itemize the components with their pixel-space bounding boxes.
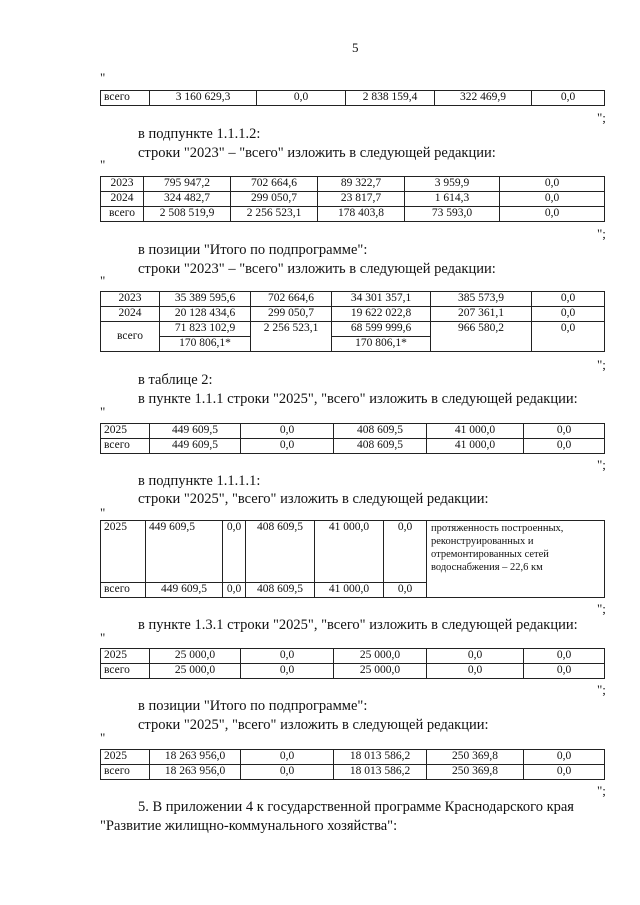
table-c [100, 291, 605, 352]
cell: 41 000,0 [315, 583, 384, 598]
paragraph: в подпункте 1.1.1.1: [138, 473, 261, 489]
cell: 25 000,0 [334, 664, 427, 679]
cell: 449 609,5 [150, 439, 241, 454]
cell: 18 263 956,0 [150, 750, 241, 765]
quote-close: "; [597, 357, 606, 372]
cell: 18 263 956,0 [150, 765, 241, 780]
quote-close: "; [597, 457, 606, 472]
cell: 170 806,1* [332, 337, 431, 352]
cell: 966 580,2 [431, 322, 532, 352]
cell: 18 013 586,2 [334, 750, 427, 765]
cell: 0,0 [241, 439, 334, 454]
cell: всего [101, 664, 150, 679]
quote-close: "; [597, 226, 606, 241]
paragraph: в подпункте 1.1.1.2: [138, 126, 261, 142]
cell: 0,0 [223, 521, 246, 583]
table-row [101, 765, 605, 780]
table-row [101, 649, 605, 664]
cell: всего [101, 207, 144, 222]
cell: 41 000,0 [427, 439, 524, 454]
quote-open: " [100, 404, 106, 419]
cell: 795 947,2 [144, 177, 231, 192]
cell: всего [101, 439, 150, 454]
cell: 2025 [101, 424, 150, 439]
quote-open: " [100, 630, 106, 645]
cell: 449 609,5 [150, 424, 241, 439]
cell: 170 806,1* [160, 337, 251, 352]
cell: 2025 [101, 521, 146, 583]
table-row [101, 424, 605, 439]
table-b [100, 176, 605, 222]
cell: 23 817,7 [318, 192, 405, 207]
cell: 0,0 [524, 424, 605, 439]
cell: 408 609,5 [334, 424, 427, 439]
cell: 0,0 [500, 207, 605, 222]
cell: 0,0 [384, 521, 427, 583]
cell: 19 622 022,8 [332, 307, 431, 322]
paragraph: строки "2023" – "всего" изложить в следующей редакции: [138, 145, 496, 161]
quote-close: "; [597, 682, 606, 697]
cell: 2 256 523,1 [251, 322, 332, 352]
cell: всего [101, 91, 150, 106]
table-f [100, 648, 605, 679]
cell: 25 000,0 [150, 664, 241, 679]
cell: 89 322,7 [318, 177, 405, 192]
table-row [101, 322, 605, 337]
table-row [101, 307, 605, 322]
cell: 702 664,6 [231, 177, 318, 192]
table-row [101, 292, 605, 307]
cell: всего [101, 765, 150, 780]
cell: 0,0 [524, 765, 605, 780]
cell: 449 609,5 [146, 521, 223, 583]
cell: 0,0 [524, 664, 605, 679]
cell: 0,0 [241, 765, 334, 780]
quote-close: "; [597, 110, 606, 125]
quote-open: " [100, 505, 106, 520]
paragraph: в пункте 1.3.1 строки "2025", "всего" изложить в следующей редакции: [138, 617, 578, 633]
cell: 408 609,5 [246, 583, 315, 598]
cell: 250 369,8 [427, 765, 524, 780]
cell: 3 160 629,3 [150, 91, 257, 106]
cell: 71 823 102,9 [160, 322, 251, 337]
cell: 324 482,7 [144, 192, 231, 207]
table-row [101, 192, 605, 207]
cell: 2024 [101, 307, 160, 322]
cell: 408 609,5 [246, 521, 315, 583]
cell: 299 050,7 [231, 192, 318, 207]
cell: всего [101, 583, 146, 598]
cell: 2 838 159,4 [346, 91, 435, 106]
cell: 35 389 595,6 [160, 292, 251, 307]
quote-open: " [100, 273, 106, 288]
cell: 0,0 [532, 292, 605, 307]
cell: 178 403,8 [318, 207, 405, 222]
cell: 73 593,0 [405, 207, 500, 222]
cell: 0,0 [241, 664, 334, 679]
cell: 0,0 [384, 583, 427, 598]
quote-open: " [100, 157, 106, 172]
cell: 385 573,9 [431, 292, 532, 307]
table-row [101, 177, 605, 192]
cell: 299 050,7 [251, 307, 332, 322]
table-row [101, 207, 605, 222]
cell: 0,0 [532, 322, 605, 352]
cell: 0,0 [500, 177, 605, 192]
paragraph: 5. В приложении 4 к государственной программе Краснодарского края [138, 799, 574, 815]
cell: 0,0 [500, 192, 605, 207]
table-row [101, 439, 605, 454]
cell: 0,0 [241, 424, 334, 439]
table-row [101, 750, 605, 765]
table-g [100, 749, 605, 780]
cell: 0,0 [241, 750, 334, 765]
cell: 207 361,1 [431, 307, 532, 322]
cell: 2025 [101, 649, 150, 664]
quote-open: " [100, 70, 106, 85]
cell: 250 369,8 [427, 750, 524, 765]
cell: 25 000,0 [150, 649, 241, 664]
cell: 0,0 [532, 91, 605, 106]
cell: 449 609,5 [146, 583, 223, 598]
table-d [100, 423, 605, 454]
cell: 0,0 [427, 664, 524, 679]
cell: 3 959,9 [405, 177, 500, 192]
paragraph: в позиции "Итого по подпрограмме": [138, 698, 368, 714]
quote-open: " [100, 730, 106, 745]
table-row [101, 91, 605, 106]
paragraph: "Развитие жилищно-коммунального хозяйства": [100, 818, 398, 834]
cell: 2023 [101, 177, 144, 192]
paragraph: строки "2025", "всего" изложить в следующей редакции: [138, 717, 489, 733]
paragraph: строки "2025", "всего" изложить в следующей редакции: [138, 491, 489, 507]
cell: 0,0 [241, 649, 334, 664]
cell: 34 301 357,1 [332, 292, 431, 307]
table-a [100, 90, 605, 106]
cell: 2 256 523,1 [231, 207, 318, 222]
table-row [101, 521, 605, 583]
paragraph: в позиции "Итого по подпрограмме": [138, 242, 368, 258]
paragraph: в пункте 1.1.1 строки "2025", "всего" изложить в следующей редакции: [138, 391, 578, 407]
quote-close: "; [597, 601, 606, 616]
paragraph: в таблице 2: [138, 372, 213, 388]
cell: 2025 [101, 750, 150, 765]
quote-close: "; [597, 783, 606, 798]
cell: 1 614,3 [405, 192, 500, 207]
cell: 18 013 586,2 [334, 765, 427, 780]
cell: 41 000,0 [315, 521, 384, 583]
cell: всего [101, 322, 160, 352]
cell: 322 469,9 [435, 91, 532, 106]
cell: 2024 [101, 192, 144, 207]
note-cell: протяженность построенных, реконструированных и отремонтированных сетей водоснабжения – 22,6 км [427, 521, 605, 598]
cell: 0,0 [427, 649, 524, 664]
cell: 0,0 [524, 649, 605, 664]
cell: 25 000,0 [334, 649, 427, 664]
cell: 0,0 [257, 91, 346, 106]
cell: 0,0 [524, 750, 605, 765]
cell: 0,0 [223, 583, 246, 598]
cell: 702 664,6 [251, 292, 332, 307]
cell: 2 508 519,9 [144, 207, 231, 222]
page-number: 5 [352, 40, 359, 55]
cell: 0,0 [532, 307, 605, 322]
cell: 68 599 999,6 [332, 322, 431, 337]
table-row [101, 664, 605, 679]
cell: 2023 [101, 292, 160, 307]
cell: 20 128 434,6 [160, 307, 251, 322]
table-e [100, 520, 605, 598]
cell: 0,0 [524, 439, 605, 454]
cell: 41 000,0 [427, 424, 524, 439]
cell: 408 609,5 [334, 439, 427, 454]
paragraph: строки "2023" – "всего" изложить в следующей редакции: [138, 261, 496, 277]
